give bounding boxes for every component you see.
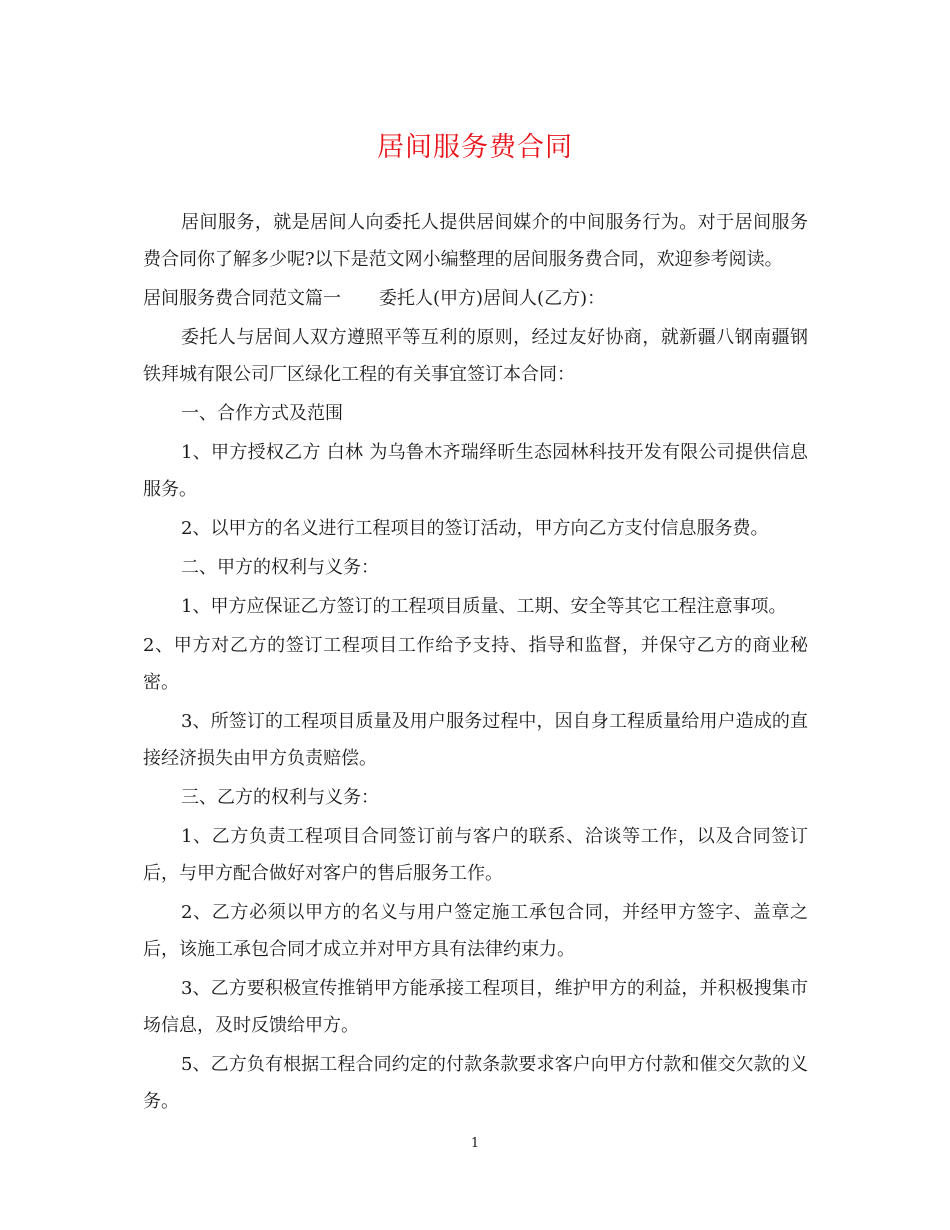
clause-paragraph: 1、乙方负责工程项目合同签订前与客户的联系、洽谈等工作，以及合同签订后，与甲方配合做好对客户的售后服务工作。 xyxy=(143,826,808,884)
page-number: 1 xyxy=(470,1136,480,1151)
clause-paragraph: 1、甲方授权乙方 白林 为乌鲁木齐瑞绎昕生态园林科技开发有限公司提供信息服务。 xyxy=(143,442,808,500)
clause-paragraph: 1、甲方应保证乙方签订的工程项目质量、工期、安全等其它工程注意事项。 xyxy=(181,596,787,617)
document-title: 居间服务费合同 xyxy=(377,132,573,163)
intro-paragraph: 居间服务，就是居间人向委托人提供居间媒介的中间服务行为。对于居间服务费合同你了解多少呢?以下是范文网小编整理的居间服务费合同，欢迎参考阅读。 xyxy=(143,212,808,270)
clause-paragraph: 3、乙方要积极宣传推销甲方能承接工程项目，维护甲方的利益，并积极搜集市场信息，及时反馈给甲方。 xyxy=(143,978,808,1036)
section-heading-party-a: 二、甲方的权利与义务： xyxy=(181,557,379,578)
clause-paragraph: 5、乙方负有根据工程合同约定的付款条款要求客户向甲方付款和催交欠款的义务。 xyxy=(143,1054,808,1112)
sample-heading-label: 居间服务费合同范文篇一 xyxy=(143,288,341,309)
clause-paragraph: 3、所签订的工程项目质量及用户服务过程中，因自身工程质量给用户造成的直接经济损失由甲方负责赔偿。 xyxy=(143,711,808,769)
clause-paragraph: 2、乙方必须以甲方的名义与用户签定施工承包合同，并经甲方签字、盖章之后，该施工承包合同才成立并对甲方具有法律约束力。 xyxy=(143,902,808,960)
sample-heading-parties: 委托人(甲方)居间人(乙方)： xyxy=(379,288,606,309)
document-body xyxy=(143,204,808,1122)
clause-paragraph: 2、以甲方的名义进行工程项目的签订活动，甲方向乙方支付信息服务费。 xyxy=(181,518,769,539)
clause-paragraph: 2、甲方对乙方的签订工程项目工作给予支持、指导和监督，并保守乙方的商业秘密。 xyxy=(143,635,808,693)
section-heading-cooperation: 一、合作方式及范围 xyxy=(181,403,343,424)
sample-heading-line xyxy=(143,280,808,317)
preamble-paragraph: 委托人与居间人双方遵照平等互利的原则，经过友好协商，就新疆八钢南疆钢铁拜城有限公司厂区绿化工程的有关事宜签订本合同： xyxy=(143,327,808,385)
section-heading-party-b: 三、乙方的权利与义务： xyxy=(181,787,379,808)
